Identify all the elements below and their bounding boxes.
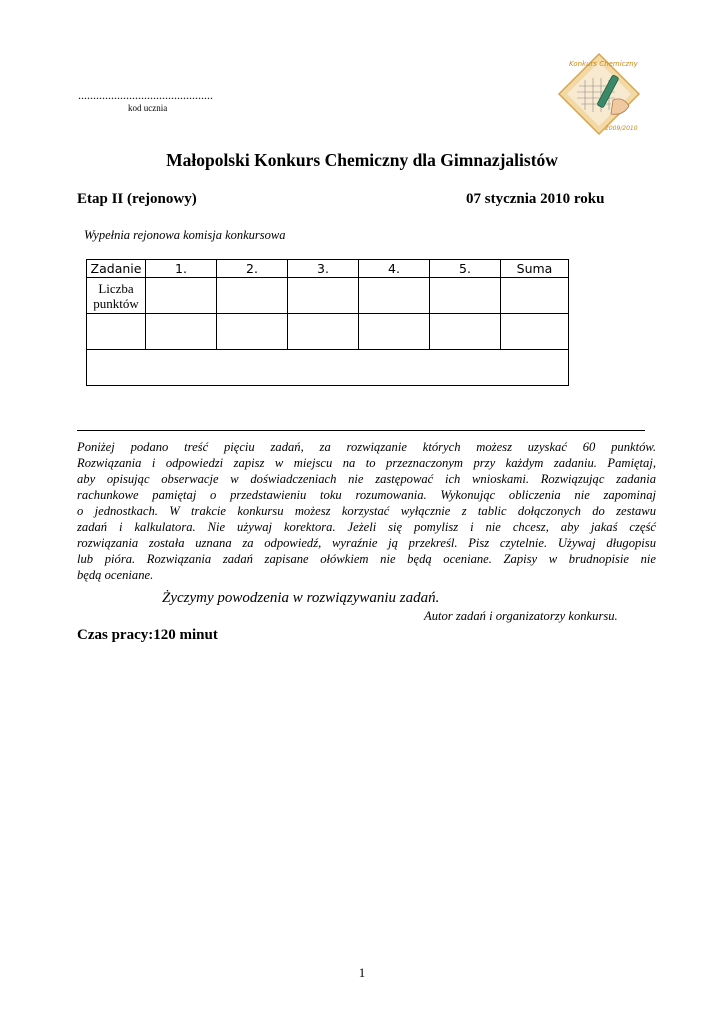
signature-cell-2[interactable] [217,314,288,350]
student-code-dots: ............................................. [78,88,213,102]
instruction-line: o jednostkach. W trakcie konkursu możesz korzystać wyłącznie z tablic dołączonych do zestawu [77,504,656,518]
contest-logo-image [557,52,641,136]
instruction-line: aby opisując obserwacje w doświadczeniach nie zastępować ich wnioskami. Rozwiązując zadania [77,472,656,486]
stage-label: Etap II (rejonowy) [77,191,197,207]
authors-signature: Autor zadań i organizatorzy konkursu. [424,609,618,623]
logo-text-top: Konkurs Chemiczny [569,60,638,68]
header-task-4: 4. [359,260,430,278]
contest-logo [557,52,641,136]
instruction-line: zadań i kalkulatora. Nie używaj korektora. Jeżeli się pomylisz i nie chcesz, aby jakaś część [77,520,656,534]
instruction-line: rozwiązania została uznana za odpowiedź, wyraźnie ją przekreśl. Pisz czytelnie. Używaj długopisu [77,536,656,550]
points-row-label [87,278,146,314]
score-table [86,259,569,386]
points-cell-4[interactable] [359,278,430,314]
instruction-line: lub pióra. Rozwiązania zadań zapisane ołówkiem nie będą oceniane. Zapisy w brudnopisie nie [77,552,656,566]
header-task-5: 5. [430,260,501,278]
logo-text-bottom: 2009/2010 [605,125,638,132]
instruction-line: rachunkowe pamiętaj o przedstawieniu toku rozumowania. Wykonując obliczenia nie zapominaj [77,488,656,502]
points-cell-2[interactable] [217,278,288,314]
page-number: 1 [358,965,366,980]
committee-note: Wypełnia rejonowa komisja konkursowa [84,228,286,242]
signature-cell-4[interactable] [359,314,430,350]
time-limit: Czas pracy:120 minut [77,627,218,643]
notes-cell[interactable] [87,350,569,386]
notes-row [87,350,569,386]
points-cell-1[interactable] [146,278,217,314]
score-table-header-row [87,260,569,278]
header-task-2: 2. [217,260,288,278]
header-zadanie: Zadanie [87,260,146,278]
divider-line [77,430,645,431]
points-cell-3[interactable] [288,278,359,314]
page-title: Małopolski Konkurs Chemiczny dla Gimnazjalistów [166,150,558,170]
instructions [77,439,656,583]
signature-cell-0[interactable] [87,314,146,350]
points-cell-sum[interactable] [501,278,569,314]
points-label-line-1: Liczba [98,280,134,296]
points-label-line-2: punktów [93,295,139,311]
signature-row [87,314,569,350]
points-row [87,278,569,314]
signature-cell-3[interactable] [288,314,359,350]
header-task-1: 1. [146,260,217,278]
exam-date: 07 stycznia 2010 roku [466,191,605,207]
good-luck-wish: Życzymy powodzenia w rozwiązywaniu zadań. [162,590,440,606]
instruction-line: Rozwiązania i odpowiedzi zapisz w miejscu na to przeznaczonym przy każdym zadaniu. Pamiętaj, [77,456,656,470]
signature-cell-5[interactable] [430,314,501,350]
header-task-3: 3. [288,260,359,278]
student-code-label: kod ucznia [128,103,168,113]
header-suma: Suma [501,260,569,278]
instruction-line: będą oceniane. [77,568,154,582]
signature-cell-1[interactable] [146,314,217,350]
instruction-line: Poniżej podano treść pięciu zadań, za rozwiązanie których możesz uzyskać 60 punktów. [77,440,656,454]
points-cell-5[interactable] [430,278,501,314]
signature-cell-6[interactable] [501,314,569,350]
